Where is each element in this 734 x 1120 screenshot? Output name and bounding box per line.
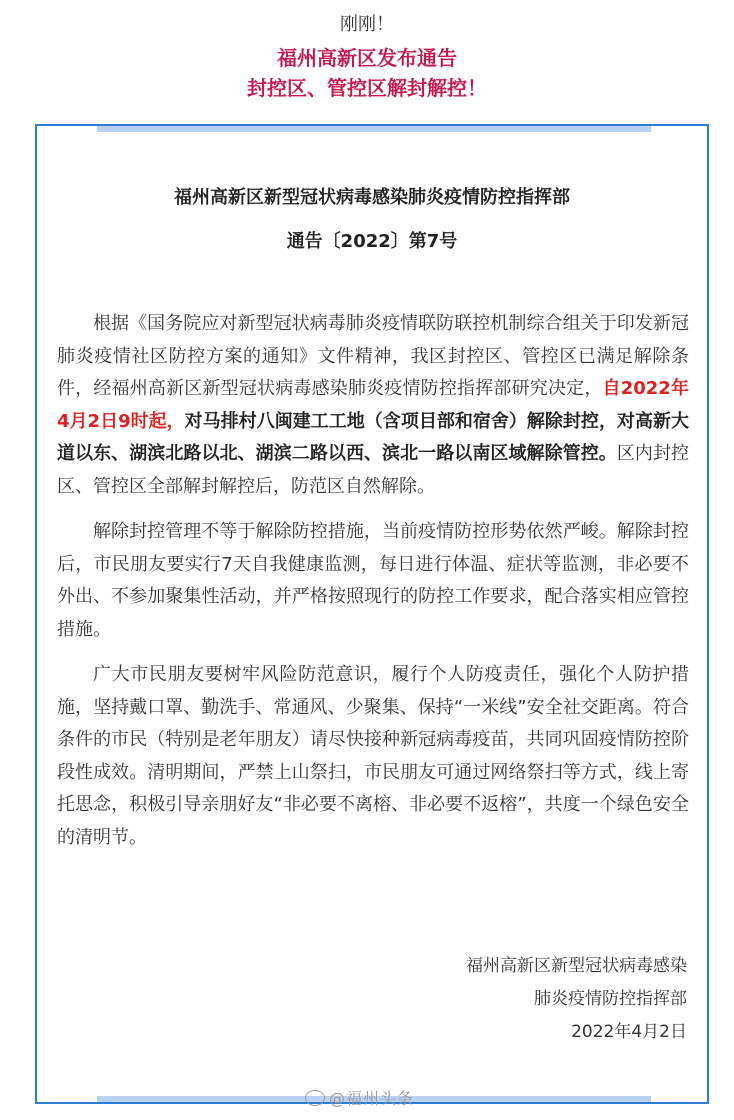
paragraph-1-ending: 区内封控区、管控区全部解封解控后，防范区自然解除。 [57,443,690,497]
watermark [305,1086,414,1109]
kicker-text: 刚刚！ [340,14,394,35]
notice-body [57,308,689,854]
watermark-text: @福州头条 [329,1089,415,1108]
paragraph-3: 广大市民朋友要树牢风险防范意识，履行个人防疫责任，强化个人防护措施，坚持戴口罩、勤洗手、常通风、少聚集、保持“一米线”安全社交距离。符合条件的市民（特别是老年朋友）请尽快接种新冠病毒疫苗，共同巩固疫情防控阶段性成效。清明期间，严禁上山祭扫，市民朋友可通过网络祭扫等方式，线上寄托思念，积极引导亲朋好友“非必要不离榕、非必要不返榕”，共度一个绿色安全的清明节。 [57,664,689,848]
notice-title: 福州高新区新型冠状病毒感染肺炎疫情防控指挥部 [174,187,570,208]
signature-line-2: 肺炎疫情防控指挥部 [534,989,687,1009]
notice-frame [35,124,709,1104]
weibo-icon [305,1090,325,1106]
signature-line-1: 福州高新区新型冠状病毒感染 [466,956,687,976]
frame-top-bar [97,126,651,132]
notice-number: 通告〔2022〕第7号 [286,231,458,252]
signature-date: 2022年4月2日 [571,1022,687,1042]
signature-block [466,950,687,1049]
lift-scope-bold: 对马排村八闽建工工地（含项目部和宿舍）解除封控，对高新大道以东、湖滨北路以北、湖滨二路以西、滨北一路以南区域解除管控。 [57,410,689,464]
headline-line-2: 封控区、管控区解封解控！ [247,76,487,100]
paragraph-1-intro: 根据《国务院应对新型冠状病毒肺炎疫情联防联控机制综合组关于印发新冠肺炎疫情社区防控方案的通知》文件精神，我区封控区、管控区已满足解除条件，经福州高新区新型冠状病毒感染肺炎疫情防控指挥部研究决定， [57,313,689,399]
effective-time-highlight: 自2022年4月2日9时起， [57,378,689,432]
headline-line-1: 福州高新区发布通告 [277,46,457,70]
paragraph-2: 解除封控管理不等于解除防控措施，当前疫情防控形势依然严峻。解除封控后，市民朋友要实行7天自我健康监测，每日进行体温、症状等监测，非必要不外出、不参加聚集性活动，并严格按照现行的防控工作要求，配合落实相应管控措施。 [57,521,689,640]
paragraph-1 [57,308,689,503]
